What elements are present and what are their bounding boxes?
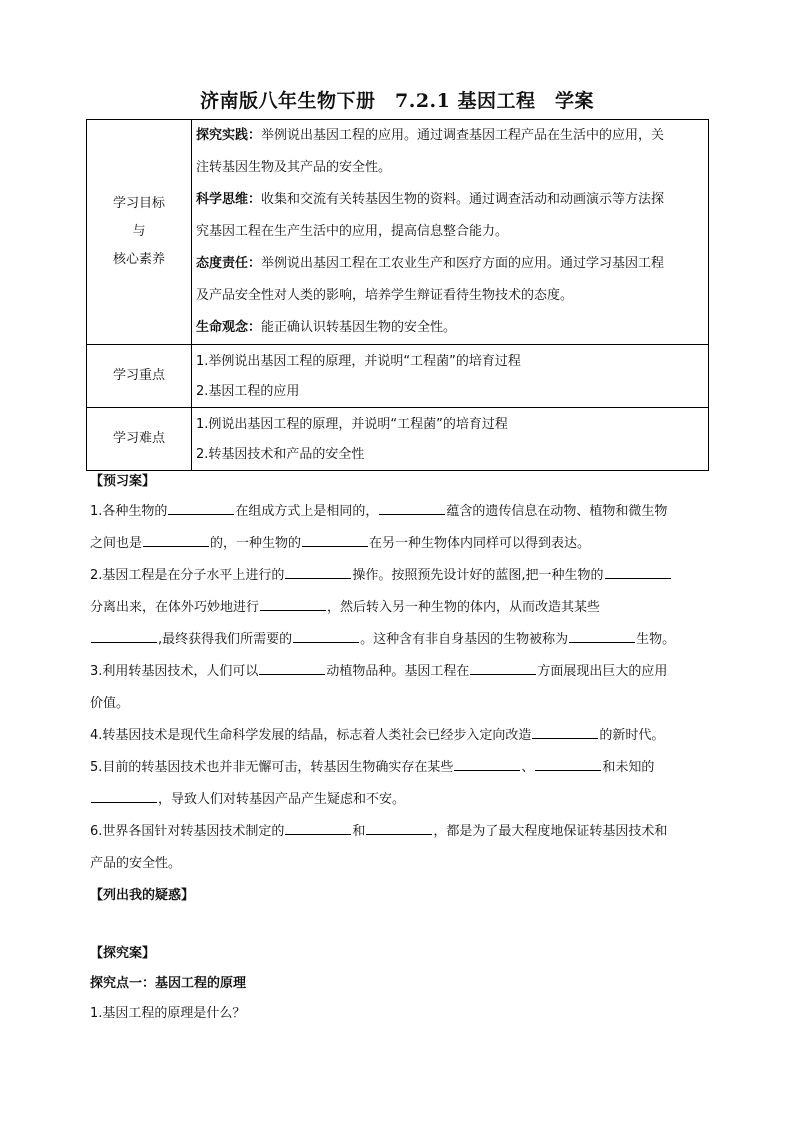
preview-q5-line-2 — [90, 788, 704, 807]
goal-life-line-1 — [196, 312, 704, 344]
key-points-cell — [192, 345, 709, 408]
goals-row — [87, 120, 709, 345]
q2-text-b: 操作。按照预先设计好的蓝图,把一种生物的 — [352, 568, 604, 583]
fill-blank[interactable] — [285, 565, 351, 579]
fill-blank[interactable] — [532, 725, 598, 739]
goal-attitude-line-1 — [196, 248, 704, 280]
fill-blank[interactable] — [535, 757, 601, 771]
q5-text-a: 5.目前的转基因技术也并非无懈可击，转基因生物确实存在某些 — [90, 760, 454, 775]
difficulties-row — [87, 408, 709, 471]
fill-blank[interactable] — [470, 661, 536, 675]
goals-content-cell — [192, 120, 709, 345]
goal-thinking-keyword: 科学思维： — [196, 192, 262, 207]
explore-point-1: 探究点一：基因工程的原理 — [90, 976, 247, 991]
goals-label-2: 与 — [132, 224, 146, 239]
q6-text-a: 6.世界各国针对转基因技术制定的 — [90, 824, 285, 839]
goal-life-text-1: 能正确认识转基因生物的安全性。 — [261, 320, 457, 335]
q2-text-c: 分离出来，在体外巧妙地进行 — [90, 600, 260, 615]
page-title: 济南版八年生物下册 7.2.1 基因工程 学案 — [199, 90, 594, 112]
goals-label-cell — [87, 120, 192, 345]
q1-text-a: 1.各种生物的 — [90, 504, 168, 519]
preview-heading: 【预习案】 — [90, 474, 156, 489]
q5-text-d: ，导致人们对转基因产品产生疑虑和不安。 — [158, 792, 406, 807]
preview-q2-line-1 — [90, 564, 704, 583]
preview-q2-line-2 — [90, 596, 704, 615]
preview-q4-line-1 — [90, 724, 704, 743]
q6-text-c: ，都是为了最大程度地保证转基因技术和 — [433, 824, 668, 839]
preview-q1-line-2 — [90, 532, 704, 551]
fill-blank[interactable] — [168, 501, 234, 515]
key-point-2: 2.基因工程的应用 — [196, 384, 300, 399]
difficulty-2: 2.转基因技术和产品的安全性 — [196, 447, 365, 462]
goal-practice-keyword: 探究实践： — [196, 128, 262, 143]
goal-thinking-line-2: 究基因工程在生产生活中的应用，提高信息整合能力。 — [196, 224, 509, 239]
q3-text-b: 动植物品种。基因工程在 — [326, 664, 470, 679]
preview-q1-line-1 — [90, 500, 704, 519]
preview-q2-line-3 — [90, 628, 704, 647]
goals-label-1: 学习目标 — [112, 196, 165, 211]
explore-question-1: 1.基因工程的原理是什么？ — [90, 1006, 246, 1021]
q3-text-a: 3.利用转基因技术，人们可以 — [90, 664, 259, 679]
fill-blank[interactable] — [454, 757, 520, 771]
q1-text-e: 的，一种生物的 — [210, 536, 302, 551]
q2-text-d: ，然后转入另一种生物的体内，从而改造其某些 — [327, 600, 601, 615]
q5-text-c: 和未知的 — [602, 760, 655, 775]
goal-practice-text-1: 举例说出基因工程的应用。通过调查基因工程产品在生活中的应用，关 — [261, 128, 665, 143]
q3-text-c: 方面展现出巨大的应用 — [537, 664, 668, 679]
difficulty-1: 1.例说出基因工程的原理，并说明“工程菌”的培育过程 — [196, 417, 508, 432]
preview-q3-line-1 — [90, 660, 704, 679]
key-points-row — [87, 345, 709, 408]
fill-blank[interactable] — [569, 629, 635, 643]
fill-blank[interactable] — [259, 661, 325, 675]
doubts-heading: 【列出我的疑惑】 — [90, 888, 195, 903]
preview-q6-line-2: 产品的安全性。 — [90, 856, 182, 871]
q5-text-b: 、 — [521, 760, 535, 775]
goal-thinking-text-1: 收集和交流有关转基因生物的资料。通过调查活动和动画演示等方法探 — [261, 192, 665, 207]
fill-blank[interactable] — [302, 533, 368, 547]
q4-text-a: 4.转基因技术是现代生命科学发展的结晶，标志着人类社会已经步入定向改造 — [90, 728, 532, 743]
preview-q6-line-1 — [90, 820, 704, 839]
fill-blank[interactable] — [293, 629, 359, 643]
q2-text-f: 。这种含有非自身基因的生物被称为 — [360, 632, 569, 647]
q1-text-d: 之间也是 — [90, 536, 143, 551]
key-points-label: 学习重点 — [87, 345, 192, 408]
goal-practice-line-2: 注转基因生物及其产品的安全性。 — [196, 160, 392, 175]
goal-attitude-text-1: 举例说出基因工程在工农业生产和医疗方面的应用。通过学习基因工程 — [261, 256, 665, 271]
preview-q3-line-2: 价值。 — [90, 696, 130, 711]
fill-blank[interactable] — [143, 533, 209, 547]
q2-text-a: 2.基因工程是在分子水平上进行的 — [90, 568, 285, 583]
fill-blank[interactable] — [91, 789, 157, 803]
difficulties-cell — [192, 408, 709, 471]
q1-text-c: 蕴含的遗传信息在动物、植物和微生物 — [446, 504, 668, 519]
objectives-table — [86, 119, 709, 471]
q1-text-b: 在组成方式上是相同的， — [235, 504, 379, 519]
fill-blank[interactable] — [605, 565, 671, 579]
q1-text-f: 在另一种生物体内同样可以得到表达。 — [369, 536, 591, 551]
q2-text-e: ,最终获得我们所需要的 — [158, 632, 293, 647]
difficulties-label: 学习难点 — [87, 408, 192, 471]
q4-text-b: 的新时代。 — [599, 728, 665, 743]
fill-blank[interactable] — [379, 501, 445, 515]
goal-attitude-line-2: 及产品安全性对人类的影响，培养学生辩证看待生物技术的态度。 — [196, 288, 574, 303]
key-point-1: 1.举例说出基因工程的原理，并说明“工程菌”的培育过程 — [196, 354, 521, 369]
q6-text-b: 和 — [352, 824, 366, 839]
goal-practice-line-1 — [196, 120, 704, 152]
fill-blank[interactable] — [366, 821, 432, 835]
fill-blank[interactable] — [285, 821, 351, 835]
q2-text-g: 生物。 — [636, 632, 676, 647]
explore-heading: 【探究案】 — [90, 946, 156, 961]
goal-life-keyword: 生命观念： — [196, 320, 262, 335]
goal-attitude-keyword: 态度责任： — [196, 256, 262, 271]
fill-blank[interactable] — [91, 629, 157, 643]
fill-blank[interactable] — [260, 597, 326, 611]
preview-q5-line-1 — [90, 756, 704, 775]
goals-label-3: 核心素养 — [112, 252, 165, 267]
goal-thinking-line-1 — [196, 184, 704, 216]
